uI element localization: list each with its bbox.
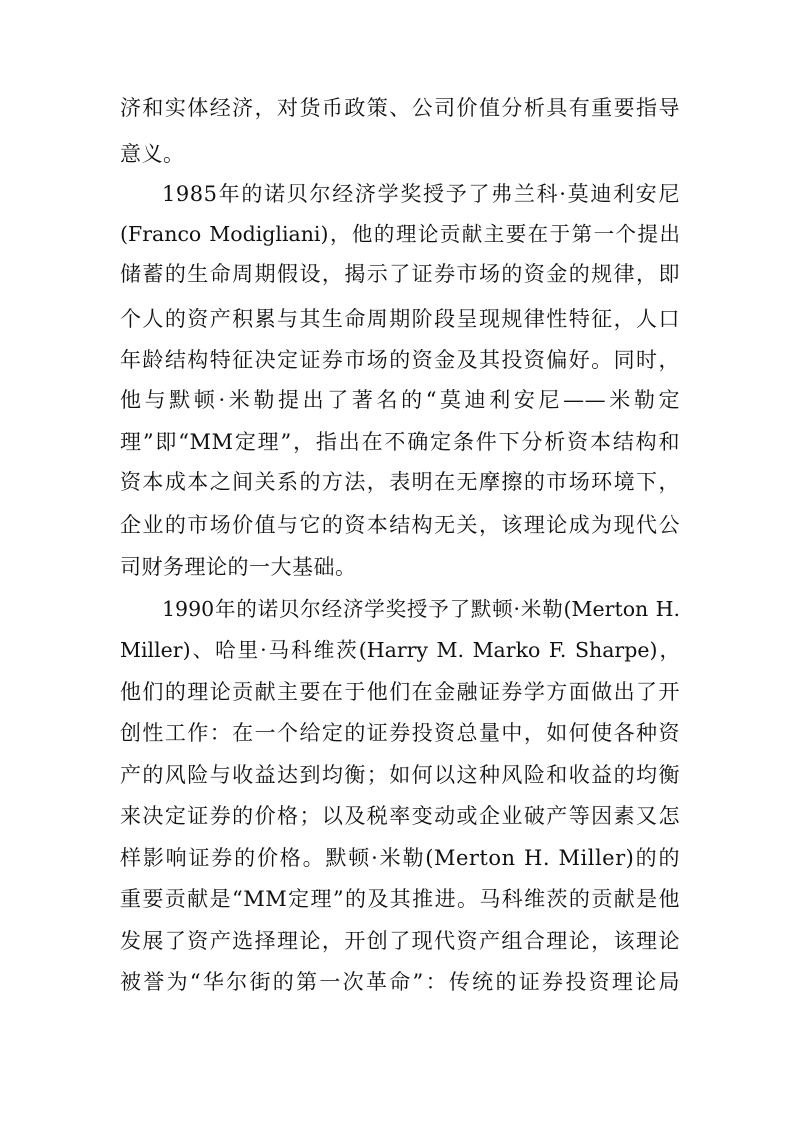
text-line: 储蓄的生命周期假设，揭示了证券市场的资金的规律，即 [120,262,680,286]
text-line: 司财务理论的一大基础。 [120,555,357,579]
text-line: Miller)、哈里·马科维茨(Harry M. Marko F. Sharpe)， [120,638,680,662]
text-line: 他与默顿·米勒提出了著名的“莫迪利安尼——米勒定 [120,388,680,412]
text-line: 个人的资产积累与其生命周期阶段呈现规律性特征，人口 [120,307,680,331]
text-line: 重要贡献是“MM定理”的及其推进。马科维茨的贡献是他 [120,887,680,911]
text-line: 年龄结构特征决定证券市场的资金及其投资偏好。同时， [120,348,680,372]
text-line: 他们的理论贡献主要在于他们在金融证券学方面做出了开 [120,680,680,704]
text-line: 产的风险与收益达到均衡；如何以这种风险和收益的均衡 [120,763,680,787]
text-line: 创性工作：在一个给定的证券投资总量中，如何使各种资 [120,721,680,745]
text-line: 来决定证券的价格；以及税率变动或企业破产等因素又怎 [120,804,680,828]
text-line: 1990年的诺贝尔经济学奖授予了默顿·米勒(Merton H. [162,597,680,621]
text-line: 资本成本之间关系的方法，表明在无摩擦的市场环境下， [120,470,680,494]
text-line: 意义。 [120,142,185,166]
text-line: 理”即“MM定理”，指出在不确定条件下分析资本结构和 [120,430,680,454]
text-line: 1985年的诺贝尔经济学奖授予了弗兰科·莫迪利安尼 [162,182,680,206]
text-line: (Franco Modigliani)，他的理论贡献主要在于第一个提出 [120,222,680,246]
text-line: 企业的市场价值与它的资本结构无关，该理论成为现代公 [120,513,680,537]
text-line: 发展了资产选择理论，开创了现代资产组合理论，该理论 [120,929,680,953]
text-line: 济和实体经济，对货币政策、公司价值分析具有重要指导 [120,96,680,120]
text-line: 样影响证券的价格。默顿·米勒(Merton H. Miller)的的 [120,846,680,870]
text-line: 被誉为“华尔街的第一次革命”：传统的证券投资理论局 [120,970,680,994]
